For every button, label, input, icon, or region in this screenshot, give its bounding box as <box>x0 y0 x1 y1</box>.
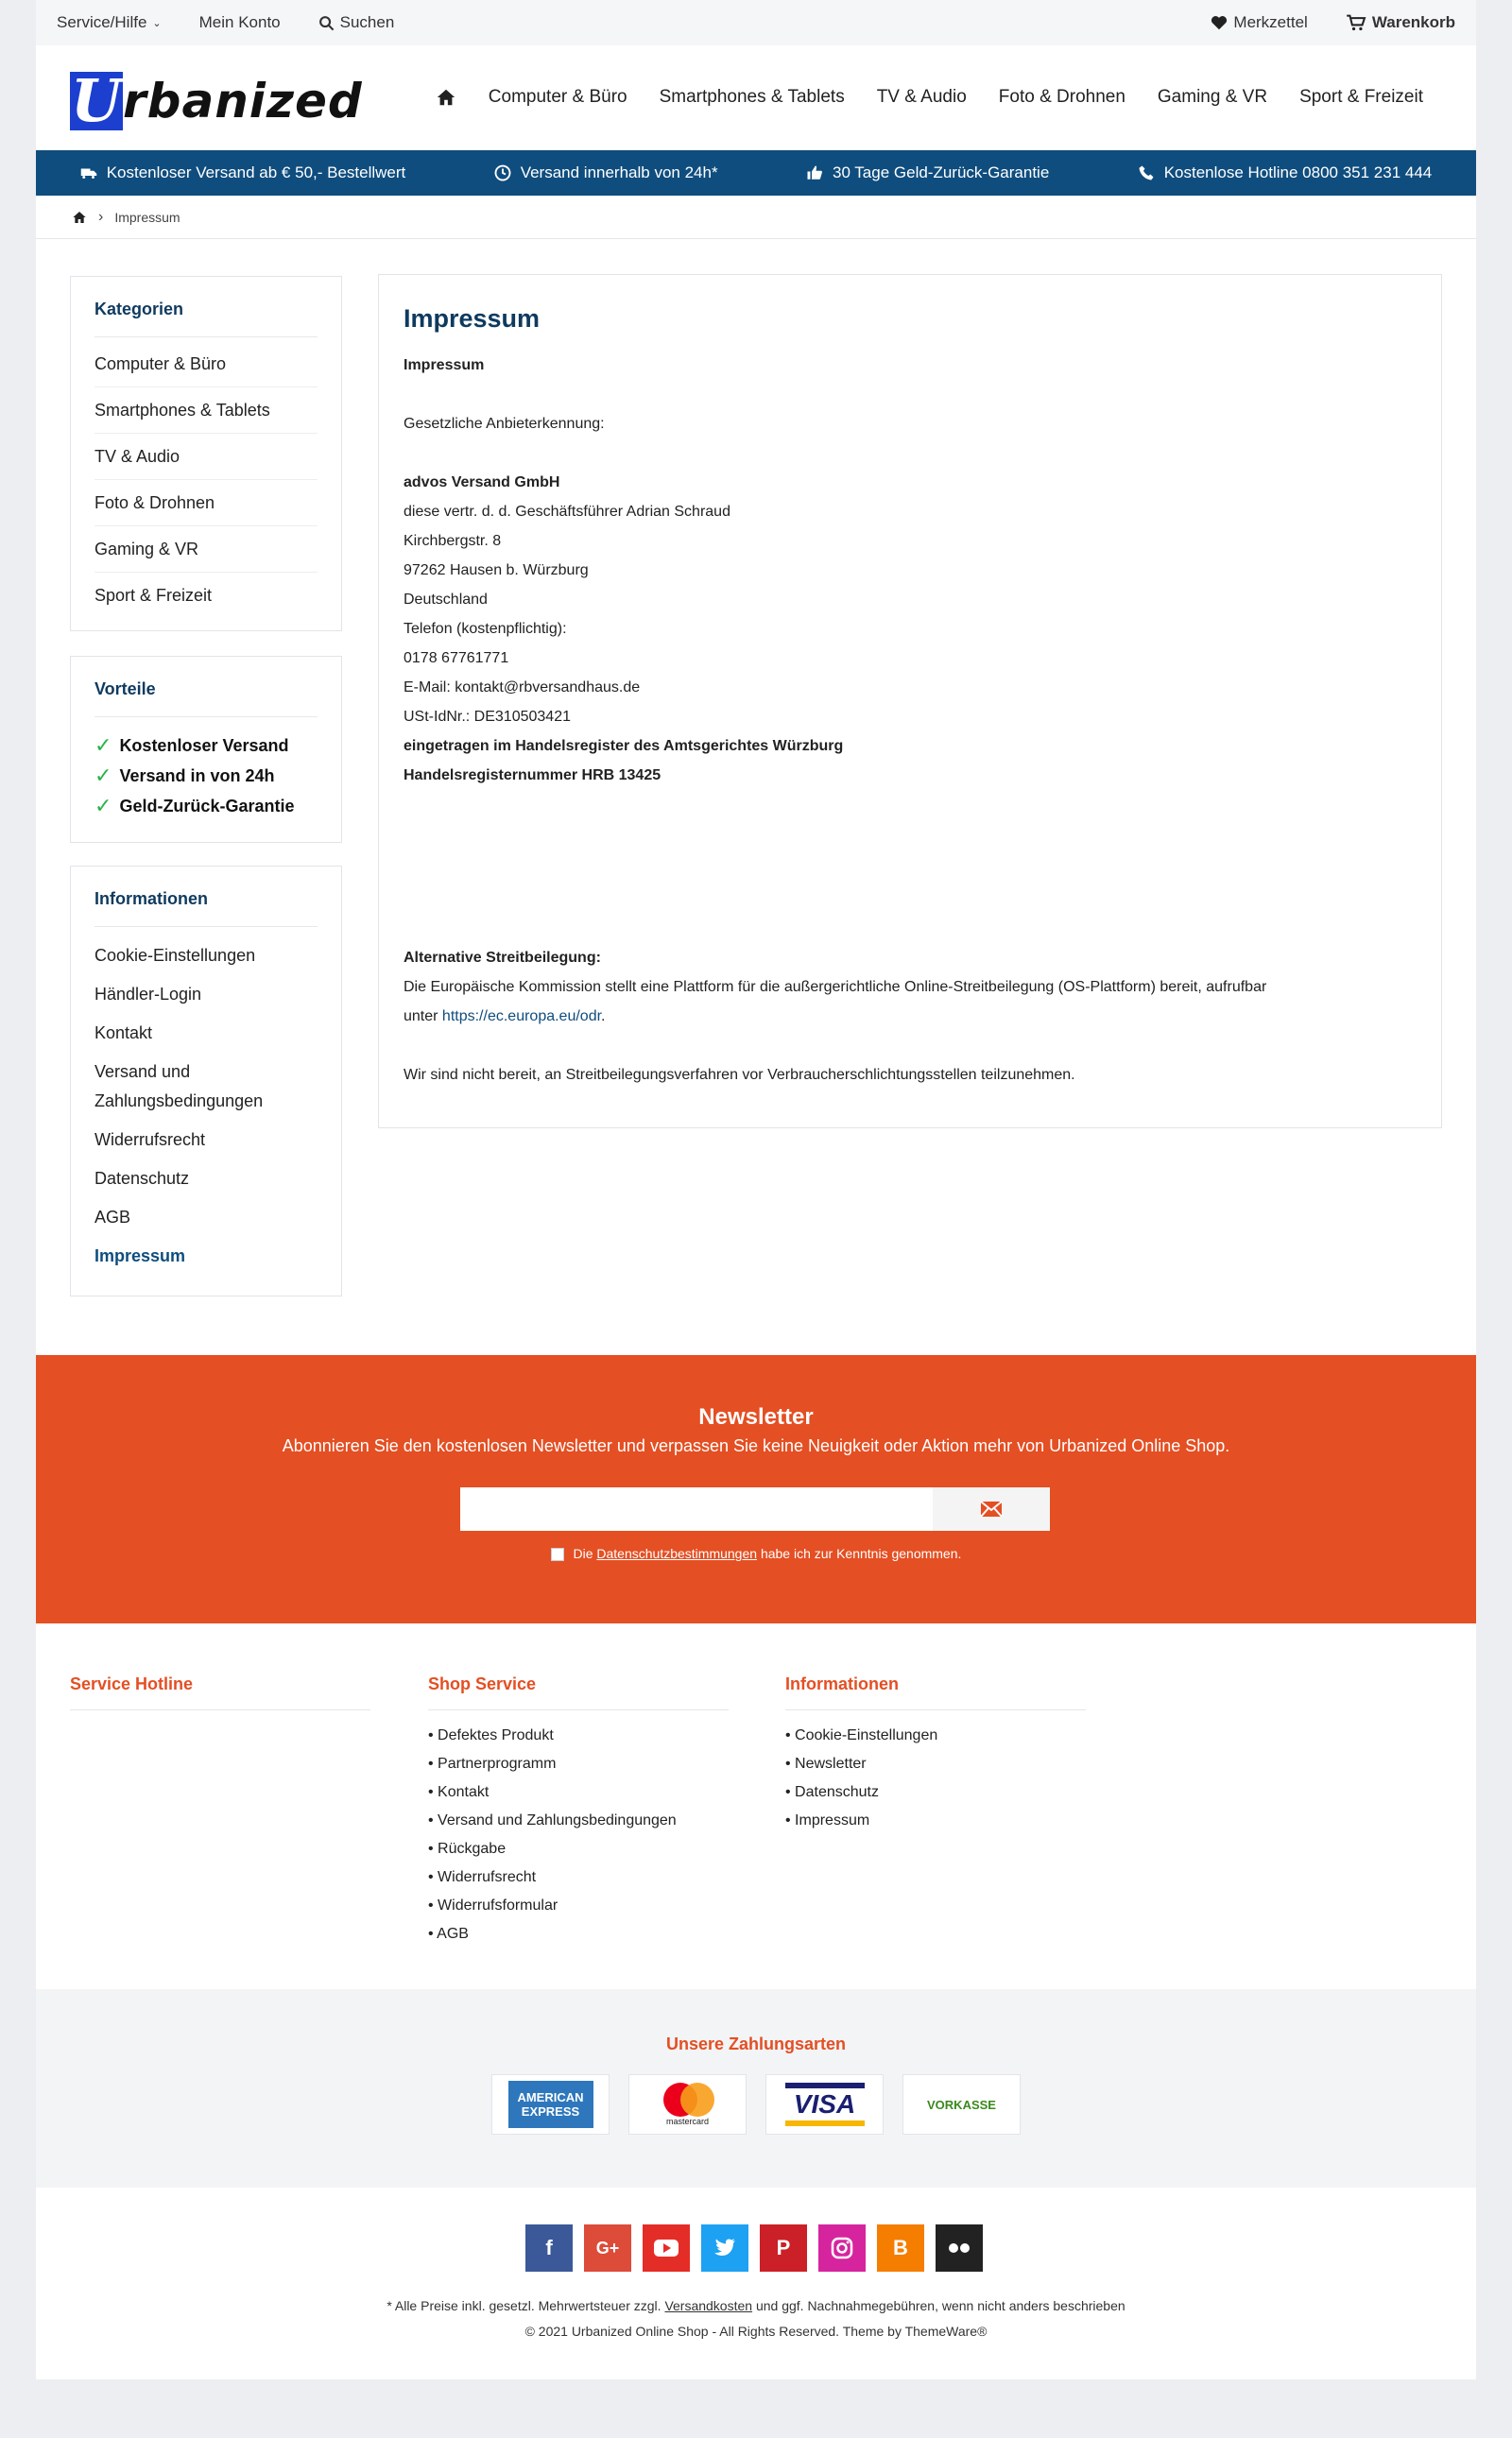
footer-link[interactable]: • Impressum <box>785 1807 1088 1835</box>
sidebar-category-item[interactable]: Foto & Drohnen <box>94 480 318 526</box>
nav-computer-buero[interactable]: Computer & Büro <box>488 87 627 107</box>
shipping-costs-link[interactable]: Versandkosten <box>664 2298 753 2313</box>
main-nav <box>436 87 1423 108</box>
advantage-item: ✓ Geld-Zurück-Garantie <box>94 791 318 821</box>
logo-mark: U <box>70 66 123 135</box>
footer-link[interactable]: • Cookie-Einstellungen <box>785 1722 1088 1750</box>
sidebar-info-item[interactable]: Versand und Zahlungsbedingungen <box>94 1062 264 1110</box>
dispute-link-line: unter https://ec.europa.eu/odr. <box>404 1008 606 1024</box>
shop-logo[interactable] <box>70 66 363 135</box>
usp-money-back: 30 Tage Geld-Zurück-Garantie <box>806 163 1049 182</box>
visa-logo: VISA <box>765 2074 884 2135</box>
divider <box>70 1709 370 1710</box>
chevron-right-icon: › <box>98 208 104 225</box>
footer-link[interactable]: • Versand und Zahlungsbedingungen <box>428 1807 730 1835</box>
register-court: eingetragen im Handelsregister des Amtsgerichtes Würzburg <box>404 738 844 754</box>
divider <box>94 336 318 337</box>
advantage-item: ✓ Kostenloser Versand <box>94 730 318 761</box>
payment-title: Unsere Zahlungsarten <box>665 2035 847 2053</box>
search-link[interactable]: Suchen <box>318 13 395 32</box>
sidebar-info-item[interactable]: AGB <box>94 1208 131 1227</box>
phone-icon <box>1138 164 1155 181</box>
newsletter-consent: Die Datenschutzbestimmungen habe ich zur Kenntnis genommen. <box>36 1546 1476 1561</box>
mastercard-logo: mastercard <box>628 2074 747 2135</box>
newsletter-form <box>460 1487 1050 1531</box>
content-intro: Gesetzliche Anbieterkennung: <box>404 416 605 432</box>
divider <box>785 1709 1086 1710</box>
advantages-title: Vorteile <box>94 679 156 698</box>
cart-link[interactable]: Warenkorb <box>1346 13 1455 32</box>
breadcrumb <box>36 196 1476 239</box>
divider <box>428 1709 729 1710</box>
content-line: E-Mail: kontakt@rbversandhaus.de <box>404 679 641 695</box>
content-line: Deutschland <box>404 592 488 608</box>
content-line: 97262 Hausen b. Würzburg <box>404 562 589 578</box>
usp-hotline: Kostenlose Hotline 0800 351 231 444 <box>1138 163 1433 182</box>
page <box>36 0 1476 2379</box>
dispute-title: Alternative Streitbeilegung: <box>404 950 601 966</box>
facebook-icon[interactable]: f <box>525 2224 573 2272</box>
footer-information <box>785 1674 1088 1835</box>
divider <box>94 926 318 927</box>
impressum-content <box>378 274 1442 1128</box>
footer-info-title: Informationen <box>785 1674 899 1693</box>
sidebar-advantages <box>70 656 342 843</box>
sidebar-categories <box>70 276 342 631</box>
usp-24h: Versand innerhalb von 24h* <box>494 163 718 182</box>
newsletter-section <box>36 1355 1476 1623</box>
sidebar-info-item-active[interactable]: Impressum <box>94 1246 186 1265</box>
social-links <box>525 2224 983 2272</box>
pinterest-icon[interactable]: P <box>760 2224 807 2272</box>
prepayment-logo: VORKASSE <box>902 2074 1021 2135</box>
sidebar-category-item[interactable]: Computer & Büro <box>94 341 318 387</box>
home-icon[interactable] <box>72 210 87 225</box>
dispute-text: Die Europäische Kommission stellt eine Plattform für die außergerichtliche Online-Streitbeilegung (OS-Plattform) bereit, aufrufbar <box>404 979 1267 995</box>
advantage-item: ✓ Versand in von 24h <box>94 761 318 791</box>
register-number: Handelsregisternummer HRB 13425 <box>404 767 662 783</box>
content-subtitle: Impressum <box>404 357 485 373</box>
footer-link[interactable]: • Defektes Produkt <box>428 1722 730 1750</box>
sidebar-category-item[interactable]: TV & Audio <box>94 434 318 480</box>
check-icon: ✓ <box>94 764 112 787</box>
company-name: advos Versand GmbH <box>404 474 560 490</box>
account-link[interactable]: Mein Konto <box>198 13 281 31</box>
footer-hotline <box>70 1674 372 1710</box>
footer-link[interactable]: • Rückgabe <box>428 1835 730 1863</box>
nav-sport-freizeit[interactable]: Sport & Freizeit <box>1299 87 1423 107</box>
twitter-icon[interactable] <box>701 2224 748 2272</box>
content-line: USt-IdNr.: DE310503421 <box>404 709 571 725</box>
heart-icon <box>1211 15 1228 30</box>
nav-smartphones-tablets[interactable]: Smartphones & Tablets <box>659 87 845 107</box>
privacy-link[interactable]: Datenschutzbestimmungen <box>596 1546 758 1561</box>
sidebar-category-item[interactable]: Gaming & VR <box>94 526 318 573</box>
check-icon: ✓ <box>94 794 112 817</box>
home-icon[interactable] <box>436 87 456 108</box>
content-line: Telefon (kostenpflichtig): <box>404 621 567 637</box>
footer-link[interactable]: • Datenschutz <box>785 1778 1088 1807</box>
envelope-icon <box>980 1501 1003 1518</box>
footer-link[interactable]: • Partnerprogramm <box>428 1750 730 1778</box>
newsletter-subtitle: Abonnieren Sie den kostenlosen Newsletter und verpassen Sie keine Neuigkeit oder Aktion mehr von Urbanized Online Shop. <box>282 1436 1230 1455</box>
information-title: Informationen <box>94 889 208 908</box>
cart-icon <box>1346 14 1366 31</box>
truck-icon <box>80 164 97 181</box>
blogger-icon[interactable]: B <box>877 2224 924 2272</box>
newsletter-submit-button[interactable] <box>933 1487 1050 1531</box>
sidebar-info-item[interactable]: Widerrufsrecht <box>94 1130 206 1149</box>
search-icon <box>318 15 335 31</box>
footer-link[interactable]: • Widerrufsrecht <box>428 1863 730 1892</box>
page-title: Impressum <box>404 304 541 333</box>
nav-tv-audio[interactable]: TV & Audio <box>876 87 967 107</box>
newsletter-title: Newsletter <box>698 1404 814 1430</box>
check-icon: ✓ <box>94 733 112 757</box>
youtube-icon[interactable] <box>643 2224 690 2272</box>
legal-notice: * Alle Preise inkl. gesetzl. Mehrwertsteuer zzgl. Versandkosten und ggf. Nachnahmegebühren, wenn nicht anders beschrieben <box>387 2298 1125 2313</box>
footer-hotline-title: Service Hotline <box>70 1674 194 1693</box>
sidebar-category-item[interactable]: Sport & Freizeit <box>94 586 213 605</box>
logo-text: rbanized <box>123 74 363 129</box>
nav-foto-drohnen[interactable]: Foto & Drohnen <box>998 87 1125 107</box>
sidebar-info-item[interactable]: Datenschutz <box>94 1169 190 1188</box>
sidebar-information <box>70 866 342 1296</box>
sidebar-category-item[interactable]: Smartphones & Tablets <box>94 387 318 434</box>
flickr-icon[interactable] <box>936 2224 983 2272</box>
footer-link[interactable]: • Kontakt <box>428 1778 730 1807</box>
sidebar-info-item[interactable]: Cookie-Einstellungen <box>94 946 256 965</box>
clock-icon <box>494 164 511 181</box>
divider <box>94 716 318 717</box>
top-bar <box>36 0 1476 45</box>
nav-gaming-vr[interactable]: Gaming & VR <box>1157 87 1268 107</box>
content-line: 0178 67761771 <box>404 650 509 666</box>
odr-link[interactable]: https://ec.europa.eu/odr <box>441 1008 602 1024</box>
breadcrumb-current[interactable]: Impressum <box>114 209 180 225</box>
sidebar-info-item[interactable]: Händler-Login <box>94 985 202 1004</box>
content-line: diese vertr. d. d. Geschäftsführer Adrian Schraud <box>404 504 730 520</box>
footer-link[interactable]: • Widerrufsformular <box>428 1892 730 1920</box>
service-menu[interactable]: Service/Hilfe ⌄ <box>57 13 162 31</box>
thumbs-up-icon <box>806 164 823 181</box>
newsletter-email-input[interactable] <box>460 1487 933 1531</box>
usp-shipping: Kostenloser Versand ab € 50,- Bestellwert <box>80 163 406 182</box>
sidebar-info-item[interactable]: Kontakt <box>94 1023 153 1042</box>
categories-title: Kategorien <box>94 300 184 318</box>
copyright: © 2021 Urbanized Online Shop - All Rights Reserved. Theme by ThemeWare® <box>524 2324 988 2339</box>
consent-checkbox[interactable] <box>551 1548 564 1561</box>
footer-link[interactable]: • AGB <box>428 1920 730 1949</box>
instagram-icon[interactable] <box>818 2224 866 2272</box>
amex-logo: AMERICAN EXPRESS <box>491 2074 610 2135</box>
footer-shop-title: Shop Service <box>428 1674 537 1693</box>
dispute-note: Wir sind nicht bereit, an Streitbeilegungsverfahren vor Verbraucherschlichtungsstellen teilzunehmen. <box>404 1067 1075 1083</box>
footer-link[interactable]: • Newsletter <box>785 1750 1088 1778</box>
footer-shop-service <box>428 1674 730 1949</box>
usp-bar <box>36 150 1476 196</box>
google-plus-icon[interactable]: G+ <box>584 2224 631 2272</box>
content-line: Kirchbergstr. 8 <box>404 533 502 549</box>
wishlist-link[interactable]: Merkzettel <box>1211 13 1307 32</box>
payment-methods <box>36 1989 1476 2188</box>
chevron-down-icon: ⌄ <box>152 17 162 29</box>
